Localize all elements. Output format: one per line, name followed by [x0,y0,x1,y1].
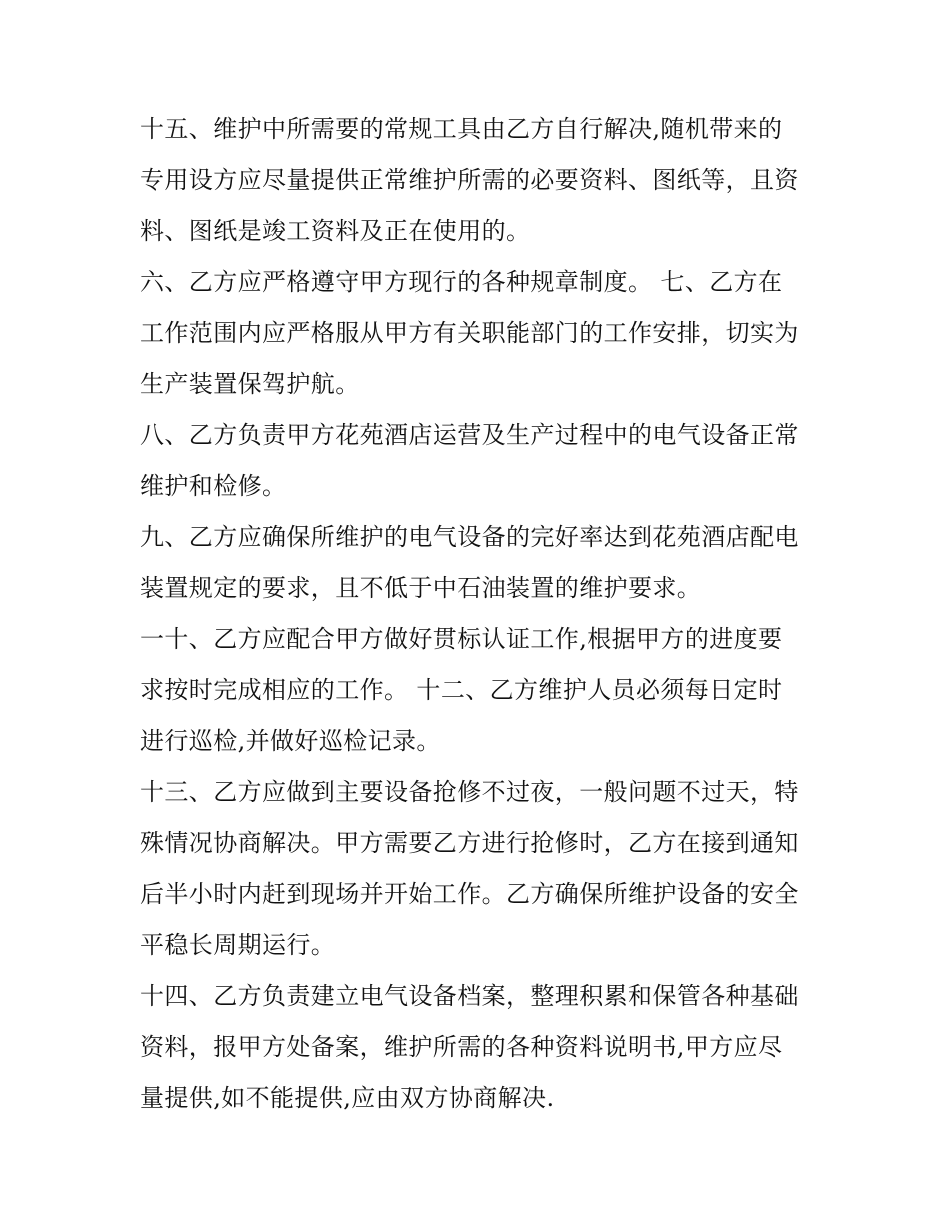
text-line: 量提供,如不能提供,应由双方协商解决. [140,1084,555,1112]
text-line: 进行巡检,并做好巡检记录。 [140,727,441,755]
paragraph-10-12 [140,614,820,767]
paragraph-14 [140,971,820,1124]
text-line: 求按时完成相应的工作。 十二、乙方维护人员必须每日定时 [140,676,783,704]
text-line: 九、乙方应确保所维护的电气设备的完好率达到花苑酒店配电 [140,523,799,551]
text-line: 十四、乙方负责建立电气设备档案，整理积累和保管各种基础 [140,982,799,1010]
text-line: 十三、乙方应做到主要设备抢修不过夜，一般问题不过天，特 [140,778,799,806]
paragraph-8 [140,410,820,512]
text-line: 八、乙方负责甲方花苑酒店运营及生产过程中的电气设备正常 [140,421,799,449]
text-line: 后半小时内赶到现场并开始工作。乙方确保所维护设备的安全 [140,880,799,908]
paragraph-9 [140,512,820,614]
document-body [140,104,820,1124]
text-line: 十五、维护中所需要的常规工具由乙方自行解决,随机带来的 [140,115,783,143]
text-line: 一十、乙方应配合甲方做好贯标认证工作,根据甲方的进度要 [140,625,783,653]
text-line: 资料，报甲方处备案，维护所需的各种资料说明书,甲方应尽 [140,1033,783,1061]
text-line: 生产装置保驾护航。 [140,370,360,398]
text-line: 工作范围内应严格服从甲方有关职能部门的工作安排，切实为 [140,319,799,347]
text-line: 殊情况协商解决。甲方需要乙方进行抢修时，乙方在接到通知 [140,829,799,857]
text-line: 平稳长周期运行。 [140,931,336,959]
paragraph-6-7 [140,257,820,410]
text-line: 料、图纸是竣工资料及正在使用的。 [140,217,531,245]
paragraph-13 [140,767,820,971]
text-line: 装置规定的要求，且不低于中石油装置的维护要求。 [140,574,702,602]
text-line: 维护和检修。 [140,472,287,500]
text-line: 六、乙方应严格遵守甲方现行的各种规章制度。 七、乙方在 [140,268,783,296]
paragraph-15 [140,104,820,257]
text-line: 专用设方应尽量提供正常维护所需的必要资料、图纸等，且资 [140,166,799,194]
